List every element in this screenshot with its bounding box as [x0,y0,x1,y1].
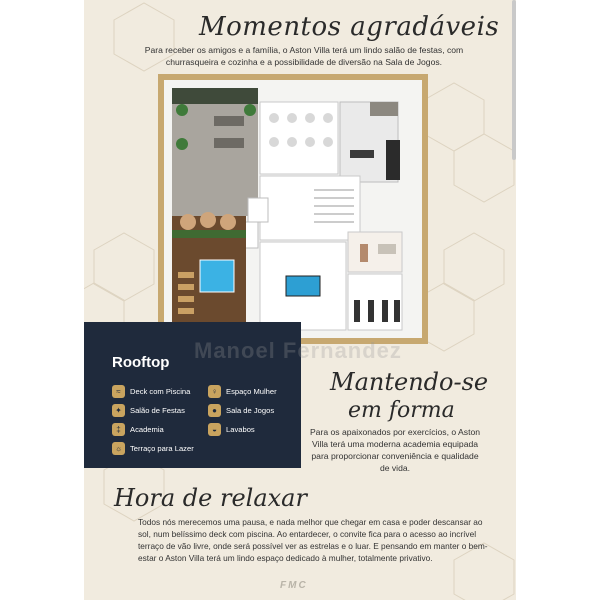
floor-plan-frame [158,74,428,344]
lavatory-icon: ◒ [208,423,221,436]
watermark-text: Manoel Fernandez [194,338,402,363]
woman-icon: ♀ [208,385,221,398]
intro-paragraph: Para receber os amigos e a família, o Aston Villa terá um lindo salão de festas, com churrasqueira e cozinha e a possibilidade de diversão na Sala de Jogos. [144,45,464,67]
games-icon: ● [208,404,221,417]
amenity-salao-de-festas [112,404,185,417]
pool-icon: ≈ [112,385,125,398]
terrace-icon: ☼ [112,442,125,455]
gym-paragraph: Para os apaixonados por exercícios, o Aston Villa terá uma moderna academia equipada para proporcionar conveniência e qualidade de vida. [309,427,481,473]
amenity-academia [112,423,164,436]
heading-mantendo-se: Mantendo-se [330,368,489,396]
heading-momentos: Momentos agradáveis [199,12,500,42]
gym-icon: ‡ [112,423,125,436]
amenity-terraco-para-lazer [112,442,194,455]
party-icon: ✦ [112,404,125,417]
amenity-label: Sala de Jogos [226,406,275,415]
relax-paragraph: Todos nós merecemos uma pausa, e nada melhor que chegar em casa e poder descansar ao sol, num belíssimo deck com piscina. Ao entardecer, o convite fica para o acesso ao incrível terraço de vão livre, onde será possível ver as estrelas e o luar. E pensando em manter o bem-estar o Aston Villa terá um lindo espaço dedicado à mulher, totalmente privativo. [138,517,488,563]
rooftop-floor-plan [164,80,422,338]
amenity-label: Espaço Mulher [226,387,277,396]
amenity-label: Lavabos [226,425,255,434]
amenity-lavabos [208,423,255,436]
rooftop-title: Rooftop [112,354,170,371]
amenity-label: Deck com Piscina [130,387,191,396]
amenity-sala-de-jogos [208,404,274,417]
amenity-label: Academia [130,425,164,434]
brochure-page [84,0,516,600]
amenity-label: Salão de Festas [130,406,185,415]
brand-logo: FMC [280,580,308,591]
heading-hora-de-relaxar: Hora de relaxar [114,484,307,512]
amenity-deck-com-piscina [112,385,190,398]
pool [200,260,234,292]
amenity-label: Terraço para Lazer [130,444,194,453]
scrollbar-thumb[interactable] [512,0,516,160]
heading-em-forma: em forma [348,398,455,423]
amenity-espaco-mulher [208,385,277,398]
